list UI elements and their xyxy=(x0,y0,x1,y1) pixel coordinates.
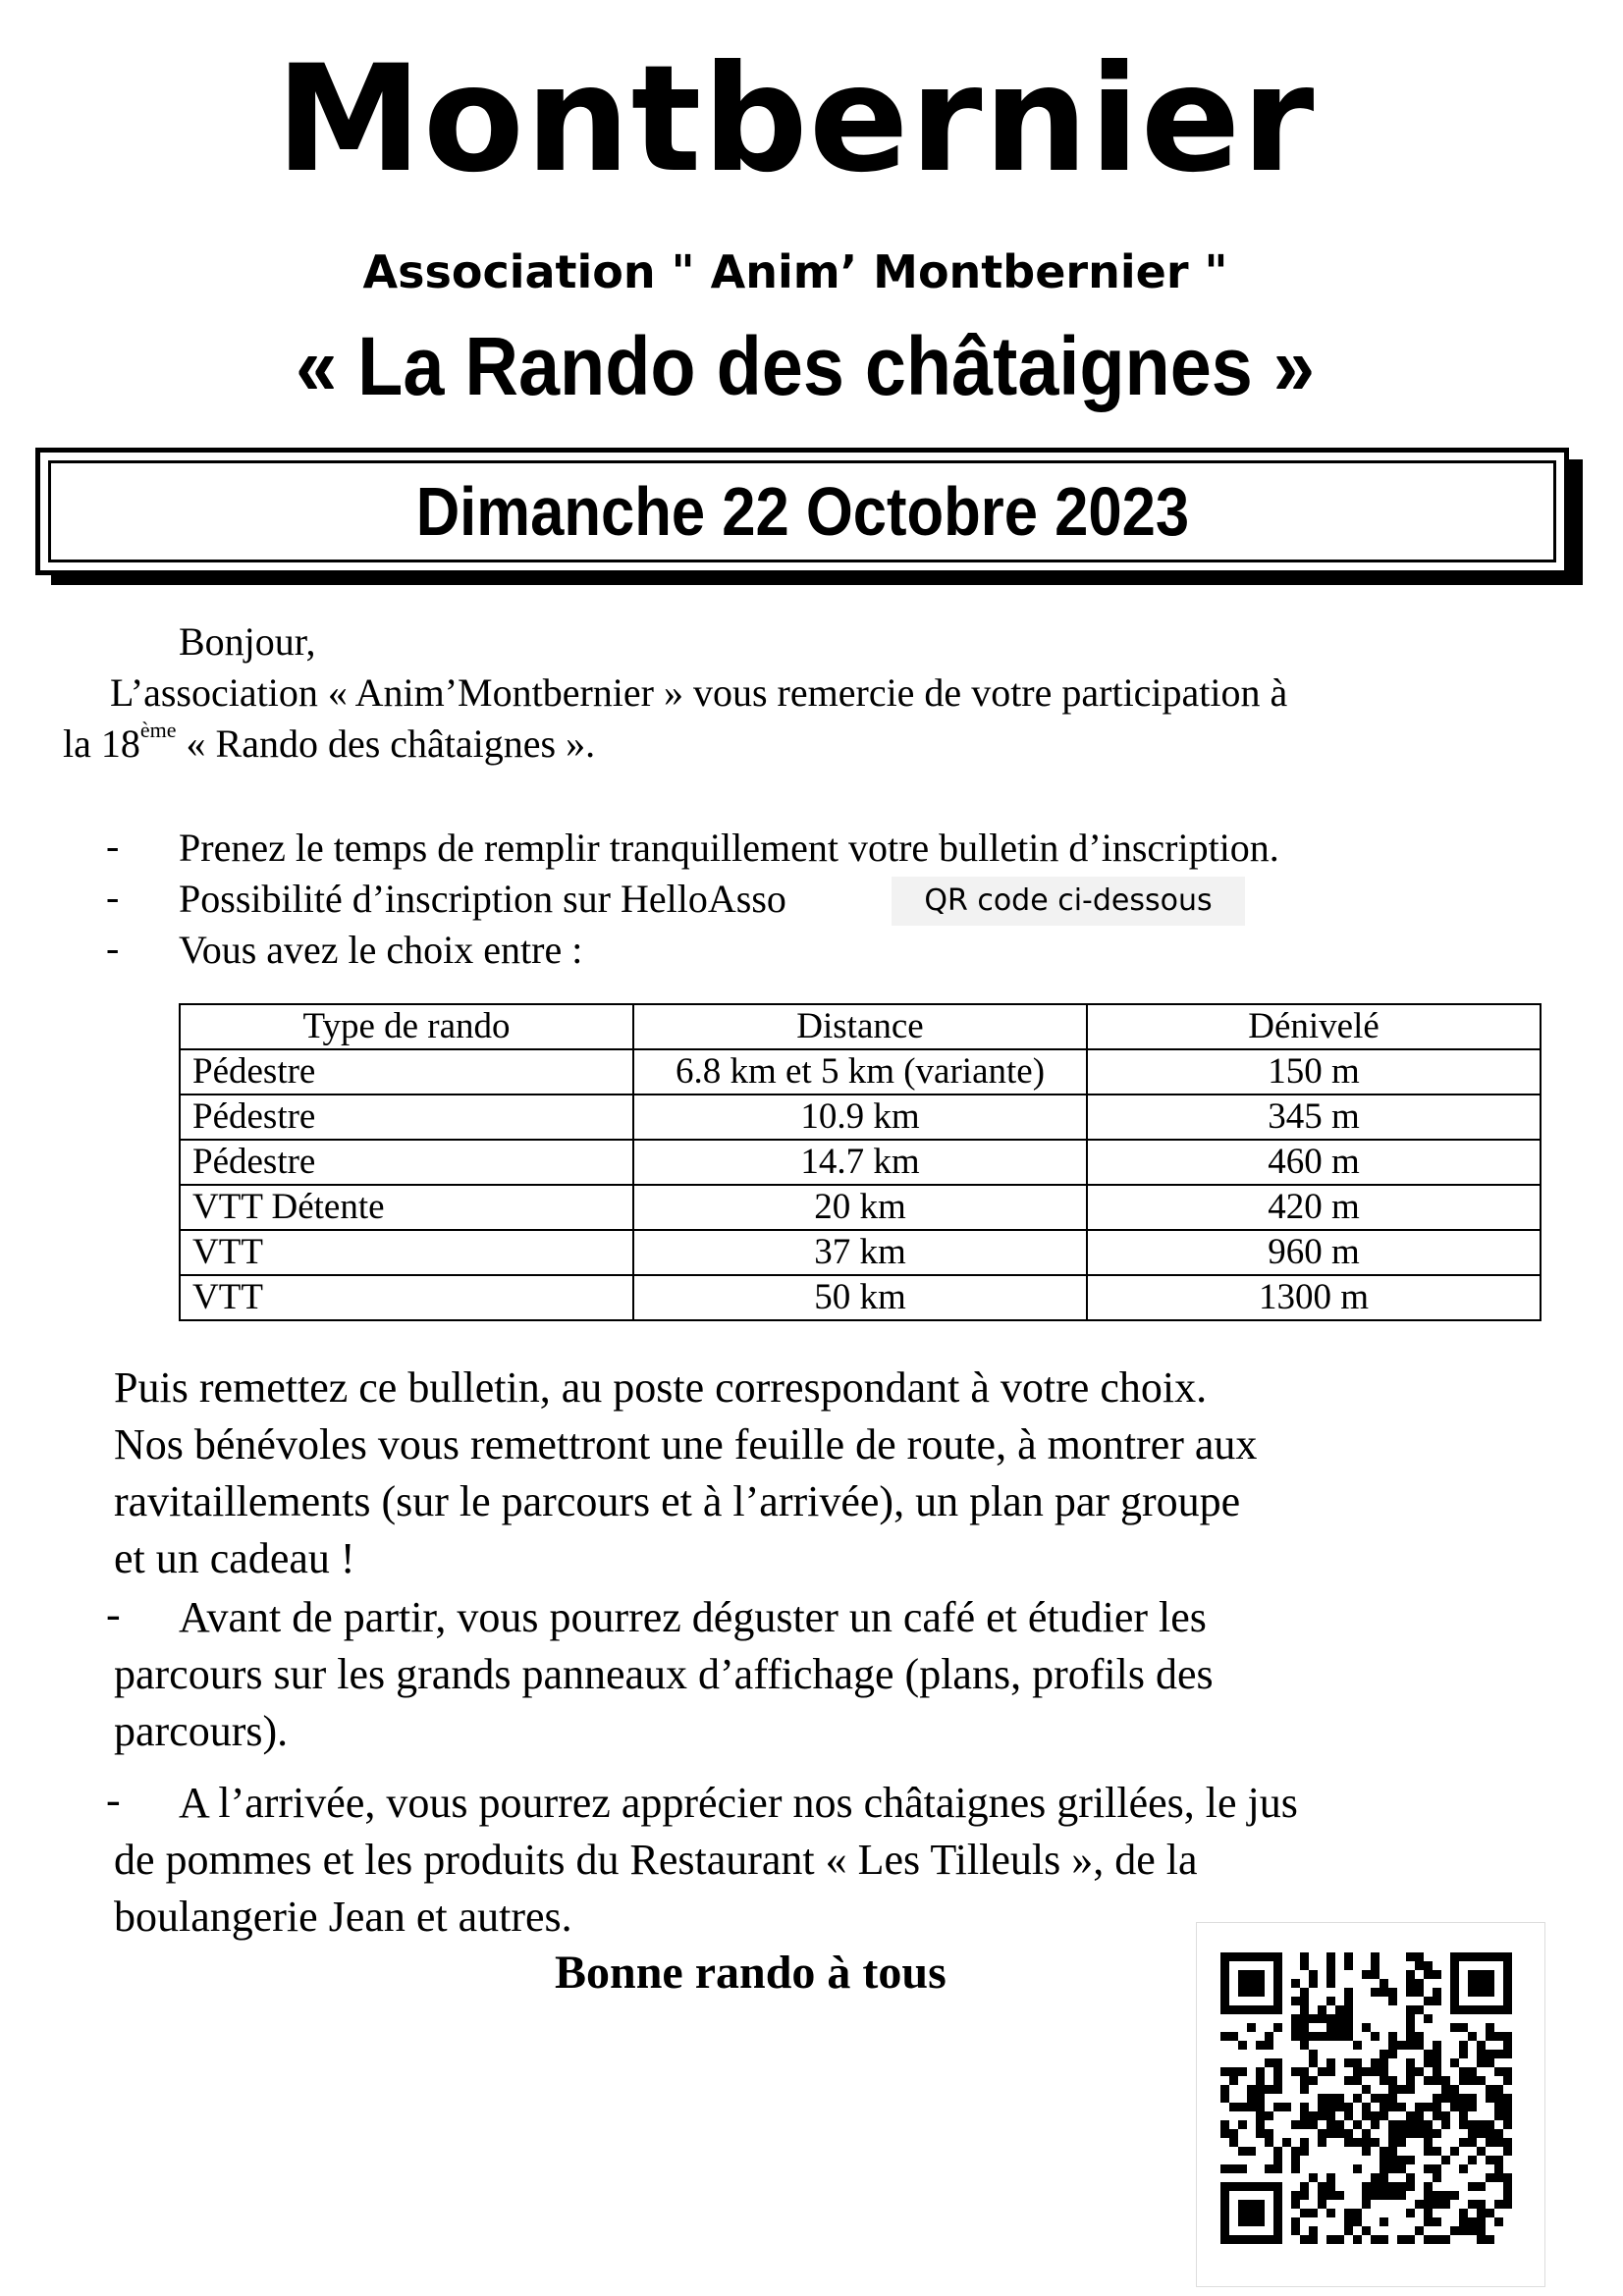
table-cell: 50 km xyxy=(633,1275,1087,1320)
bullet-text: Prenez le temps de remplir tranquillement votre bulletin d’inscription. xyxy=(179,826,1279,870)
paragraph-line: parcours). xyxy=(114,1707,289,1755)
paragraph-line: boulangerie Jean et autres. xyxy=(114,1893,572,1941)
greeting: Bonjour, xyxy=(179,619,316,664)
table-cell: VTT Détente xyxy=(180,1185,633,1230)
paragraph-line: et un cadeau ! xyxy=(114,1534,355,1582)
bullet-dash: - xyxy=(106,1776,121,1824)
paragraph-line: Nos bénévoles vous remettront une feuille de route, à montrer aux xyxy=(114,1420,1258,1468)
intro-line-2: la 18ème « Rando des châtaignes ». xyxy=(63,718,596,766)
table-row xyxy=(180,1049,1541,1095)
table-header: Dénivelé xyxy=(1087,1004,1541,1049)
table-cell: 1300 m xyxy=(1087,1275,1541,1320)
table-cell: 37 km xyxy=(633,1230,1087,1275)
date-box-inner xyxy=(48,460,1556,562)
bullet-dash: - xyxy=(106,1590,121,1638)
date-box xyxy=(35,448,1569,575)
association-name: Association " Anim’ Montbernier " xyxy=(362,245,1228,298)
table-header: Distance xyxy=(633,1004,1087,1049)
event-name: « La Rando des châtaignes » xyxy=(296,320,1315,412)
rando-table xyxy=(179,1003,1542,1321)
table-cell: 150 m xyxy=(1087,1049,1541,1095)
table-row xyxy=(180,1140,1541,1185)
event-date: Dimanche 22 Octobre 2023 xyxy=(415,473,1189,550)
table-header: Type de rando xyxy=(180,1004,633,1049)
paragraph-line: parcours sur les grands panneaux d’affichage (plans, profils des xyxy=(114,1650,1214,1698)
qr-code-graphic xyxy=(1197,1923,1544,2286)
table-cell: 345 m xyxy=(1087,1095,1541,1140)
intro-line-1: L’association « Anim’Montbernier » vous remercie de votre participation à xyxy=(110,670,1288,715)
qr-code-label: QR code ci-dessous xyxy=(892,877,1245,926)
table-cell: 20 km xyxy=(633,1185,1087,1230)
table-row xyxy=(180,1095,1541,1140)
table-cell: Pédestre xyxy=(180,1049,633,1095)
table-cell: 420 m xyxy=(1087,1185,1541,1230)
table-cell: 460 m xyxy=(1087,1140,1541,1185)
qr-code-icon[interactable] xyxy=(1196,1922,1545,2287)
table-cell: 10.9 km xyxy=(633,1095,1087,1140)
table-header-row xyxy=(180,1004,1541,1049)
bullet-dash: - xyxy=(106,926,120,970)
paragraph-line: Puis remettez ce bulletin, au poste correspondant à votre choix. xyxy=(114,1363,1208,1412)
table-row xyxy=(180,1185,1541,1230)
bullet-dash: - xyxy=(106,824,120,868)
page-title: Montbernier xyxy=(275,34,1316,205)
paragraph-line: Avant de partir, vous pourrez déguster un café et étudier les xyxy=(179,1593,1207,1641)
paragraph-line: ravitaillements (sur le parcours et à l’arrivée), un plan par groupe xyxy=(114,1477,1241,1525)
table-row xyxy=(180,1230,1541,1275)
table-row xyxy=(180,1275,1541,1320)
table-cell: 6.8 km et 5 km (variante) xyxy=(633,1049,1087,1095)
bullet-text: Possibilité d’inscription sur HelloAsso xyxy=(179,877,786,921)
closing-text: Bonne rando à tous xyxy=(555,1947,947,1999)
paragraph-line: A l’arrivée, vous pourrez apprécier nos châtaignes grillées, le jus xyxy=(179,1779,1298,1827)
bullet-text: Vous avez le choix entre : xyxy=(179,928,583,972)
table-cell: Pédestre xyxy=(180,1140,633,1185)
paragraph-1 xyxy=(114,1360,1257,1587)
bullet-dash: - xyxy=(106,875,120,919)
table-cell: Pédestre xyxy=(180,1095,633,1140)
table-cell: VTT xyxy=(180,1275,633,1320)
table-cell: 14.7 km xyxy=(633,1140,1087,1185)
table-cell: 960 m xyxy=(1087,1230,1541,1275)
paragraph-line: de pommes et les produits du Restaurant « Les Tilleuls », de la xyxy=(114,1836,1198,1884)
table-cell: VTT xyxy=(180,1230,633,1275)
